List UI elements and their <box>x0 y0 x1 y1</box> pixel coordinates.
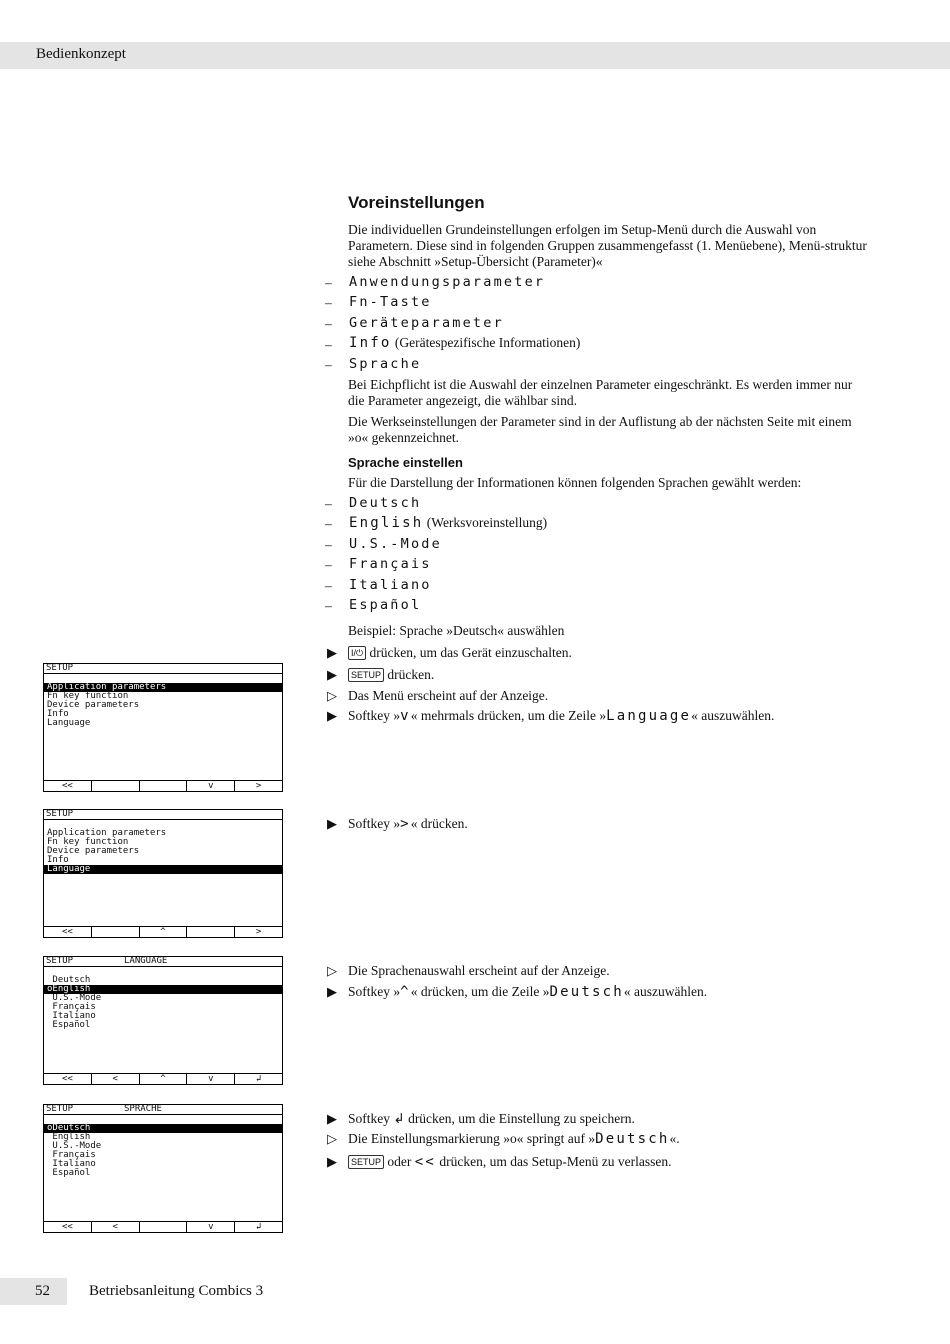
screen-divider <box>44 673 282 674</box>
softkey[interactable]: << <box>44 1074 92 1084</box>
softkey[interactable]: < <box>92 1222 140 1232</box>
step-6: Die Sprachenauswahl erscheint auf der Anzeige. <box>348 963 610 978</box>
group-item: Geräteparameter <box>349 315 504 331</box>
language-item: English <box>349 515 424 531</box>
softkey[interactable]: > <box>255 781 262 791</box>
header-title: Bedienkonzept <box>36 46 126 62</box>
step-text: «. <box>669 1131 680 1146</box>
paragraph-eichpflicht: Bei Eichpflicht ist die Auswahl der einzelnen Parameter eingeschränkt. Es werden immer nur die Parameter angezeigt, die wählbar sind. <box>348 377 853 408</box>
step-text: « mehrmals drücken, um die Zeile » <box>410 708 607 723</box>
screen-divider <box>44 966 282 967</box>
group-item: Anwendungsparameter <box>349 274 546 290</box>
softkey[interactable]: << <box>44 1222 92 1232</box>
language-item-english <box>349 515 547 531</box>
arrow-filled-icon: ▶ <box>327 1111 337 1126</box>
setup-key-icon: SETUP <box>348 668 384 682</box>
arrow-filled-icon: ▶ <box>327 984 337 999</box>
softkey[interactable] <box>140 781 188 791</box>
softkey-bar <box>44 780 282 791</box>
step-text: Softkey <box>348 1111 394 1126</box>
softkey-bar <box>44 1073 282 1084</box>
footer-page-box <box>0 1278 67 1305</box>
arrow-filled-icon: ▶ <box>327 708 337 723</box>
step-7 <box>348 984 868 1000</box>
screen-menu <box>44 829 282 874</box>
softkey[interactable] <box>187 927 235 937</box>
arrow-filled-icon: ▶ <box>327 1154 337 1169</box>
list-dash: – <box>325 275 332 290</box>
screen-title-left: SETUP <box>46 809 74 819</box>
screen-menu-item[interactable]: Deutsch <box>47 975 91 985</box>
step-text: Softkey » <box>348 708 401 723</box>
screen-menu-item[interactable]: Español <box>47 1168 91 1178</box>
softkey[interactable]: << <box>44 781 92 791</box>
group-item: Fn-Taste <box>349 294 432 310</box>
arrow-filled-icon: ▶ <box>327 816 337 831</box>
arrow-filled-icon: ▶ <box>327 645 337 660</box>
list-dash: – <box>325 316 332 331</box>
list-dash: – <box>325 598 332 613</box>
screen-menu-item[interactable]: Español <box>47 1020 91 1030</box>
softkey[interactable]: v <box>187 1222 235 1232</box>
softkey[interactable] <box>140 1222 188 1232</box>
screen-menu-item[interactable]: Français <box>47 1002 96 1012</box>
display-screen <box>43 1104 283 1233</box>
softkey-right-icon: > <box>400 816 411 832</box>
screen-title <box>44 1105 282 1114</box>
step-2 <box>348 667 868 683</box>
step-text: Softkey » <box>348 816 401 831</box>
screen-menu <box>44 976 282 1030</box>
step-text: drücken. <box>387 667 435 682</box>
screen-menu-item[interactable]: Device parameters <box>47 846 140 856</box>
screen-menu-item[interactable]: Info <box>47 855 69 865</box>
language-item: U.S.-Mode <box>349 536 442 552</box>
screen-menu-item[interactable]: Italiano <box>47 1011 96 1021</box>
subsection-text: Für die Darstellung der Informationen können folgenden Sprachen gewählt werden: <box>348 475 802 490</box>
softkey-up-icon: ^ <box>400 984 411 1000</box>
step-text: « drücken, um die Zeile » <box>410 984 550 999</box>
setup-key-icon: SETUP <box>348 1155 384 1169</box>
language-item: Français <box>349 556 432 572</box>
softkey[interactable]: ^ <box>140 927 188 937</box>
list-dash: – <box>325 357 332 372</box>
screen-menu-item[interactable]: Language <box>47 718 91 728</box>
step-5 <box>348 816 868 832</box>
language-item: Deutsch <box>349 495 422 511</box>
softkey-bar <box>44 926 282 937</box>
step-1 <box>348 645 868 661</box>
arrow-open-icon: ▷ <box>327 688 337 703</box>
step-text: « auszuwählen. <box>691 708 775 723</box>
screen-title <box>44 810 282 819</box>
step-text: « drücken. <box>410 816 468 831</box>
screen-title-left: SETUP <box>46 956 74 966</box>
screen-menu-item[interactable]: oEnglish <box>44 985 282 994</box>
page-number: 52 <box>35 1283 50 1299</box>
screen-menu-item[interactable]: English <box>47 1132 91 1142</box>
list-dash: – <box>325 537 332 552</box>
softkey[interactable]: ↲ <box>255 1074 262 1084</box>
screen-menu-item[interactable]: Français <box>47 1150 96 1160</box>
english-note: (Werksvoreinstellung) <box>426 515 548 530</box>
menu-item-ref: Deutsch <box>549 984 624 1000</box>
list-dash: – <box>325 496 332 511</box>
step-text: oder <box>384 1154 415 1169</box>
arrow-open-icon: ▷ <box>327 1131 337 1146</box>
language-item: Italiano <box>349 577 432 593</box>
step-text: Softkey » <box>348 984 401 999</box>
step-9 <box>348 1131 868 1147</box>
section-title: Voreinstellungen <box>348 193 485 212</box>
softkey-bar <box>44 1221 282 1232</box>
screen-menu-item[interactable]: U.S.-Mode <box>47 1141 102 1151</box>
screen-title-right: SPRACHE <box>124 1104 162 1114</box>
display-screen <box>43 956 283 1085</box>
step-text: drücken, um das Setup-Menü zu verlassen. <box>436 1154 672 1169</box>
step-3: Das Menü erscheint auf der Anzeige. <box>348 688 549 703</box>
step-text: « auszuwählen. <box>623 984 708 999</box>
screen-menu-item[interactable]: Language <box>44 865 282 874</box>
example-text: Beispiel: Sprache »Deutsch« auswählen <box>348 623 565 638</box>
screen-title-left: SETUP <box>46 1104 74 1114</box>
softkey-down-icon: v <box>400 708 411 724</box>
screen-menu-item[interactable]: Application parameters <box>44 683 282 692</box>
info-note: (Gerätespezifische Informationen) <box>394 335 581 350</box>
list-dash: – <box>325 337 332 352</box>
menu-item-ref: Deutsch <box>595 1131 670 1147</box>
screen-menu <box>44 1124 282 1178</box>
softkey[interactable] <box>92 781 140 791</box>
step-text: drücken, um die Einstellung zu speichern. <box>404 1111 635 1126</box>
menu-item-ref: Language <box>606 708 692 724</box>
softkey-back-icon: << <box>414 1154 437 1170</box>
group-item: Sprache <box>349 356 422 372</box>
list-dash: – <box>325 516 332 531</box>
step-8 <box>348 1111 868 1127</box>
screen-title <box>44 664 282 673</box>
display-screen <box>43 663 283 792</box>
softkey[interactable]: ^ <box>140 1074 188 1084</box>
power-key-icon: I/⏻ <box>348 646 366 660</box>
group-item: Info <box>349 335 392 351</box>
list-dash: – <box>325 557 332 572</box>
screen-title-left: SETUP <box>46 663 74 673</box>
screen-menu-item[interactable]: U.S.-Mode <box>47 993 102 1003</box>
softkey[interactable]: ↲ <box>255 1222 262 1232</box>
display-screen <box>43 809 283 938</box>
arrow-open-icon: ▷ <box>327 963 337 978</box>
screen-menu-item[interactable]: oDeutsch <box>44 1124 282 1133</box>
language-item: Español <box>349 597 422 613</box>
softkey[interactable]: > <box>255 927 262 937</box>
screen-menu-item[interactable]: Application parameters <box>47 828 167 838</box>
footer-title: Betriebsanleitung Combics 3 <box>89 1283 264 1299</box>
screen-menu-item[interactable]: Italiano <box>47 1159 96 1169</box>
softkey[interactable]: v <box>187 1074 235 1084</box>
step-text: Die Einstellungsmarkierung »o« springt auf » <box>348 1131 596 1146</box>
intro-paragraph: Die individuellen Grundeinstellungen erfolgen im Setup-Menü durch die Auswahl von Parametern. Diese sind in folgenden Gruppen zusammengefasst (1. Menüebene), Menü-struktur siehe Abschnitt »Setup-Übersicht (Parameter)« <box>348 222 867 269</box>
step-text: drücken, um das Gerät einzuschalten. <box>369 645 572 660</box>
paragraph-werkseinstellung: Die Werkseinstellungen der Parameter sind in der Auflistung ab der nächsten Seite mit einem »o« gekennzeichnet. <box>348 414 852 445</box>
screen-title-right: LANGUAGE <box>124 956 168 966</box>
softkey[interactable]: << <box>44 927 92 937</box>
group-item-info <box>349 335 580 351</box>
softkey[interactable] <box>92 927 140 937</box>
screen-menu-item[interactable]: Fn key function <box>47 837 129 847</box>
screen-divider <box>44 1114 282 1115</box>
enter-key-icon: ↲ <box>393 1111 405 1126</box>
screen-menu-item[interactable]: Fn key function <box>47 691 129 701</box>
list-dash: – <box>325 295 332 310</box>
screen-title <box>44 957 282 966</box>
step-4 <box>348 708 868 724</box>
subsection-title: Sprache einstellen <box>348 455 463 470</box>
screen-menu-item[interactable]: Info <box>47 709 69 719</box>
list-dash: – <box>325 578 332 593</box>
softkey[interactable]: < <box>92 1074 140 1084</box>
softkey[interactable]: v <box>187 781 235 791</box>
screen-menu-item[interactable]: Device parameters <box>47 700 140 710</box>
step-10 <box>348 1154 868 1170</box>
header-bar <box>0 42 950 69</box>
screen-divider <box>44 819 282 820</box>
screen-menu <box>44 683 282 728</box>
arrow-filled-icon: ▶ <box>327 667 337 682</box>
